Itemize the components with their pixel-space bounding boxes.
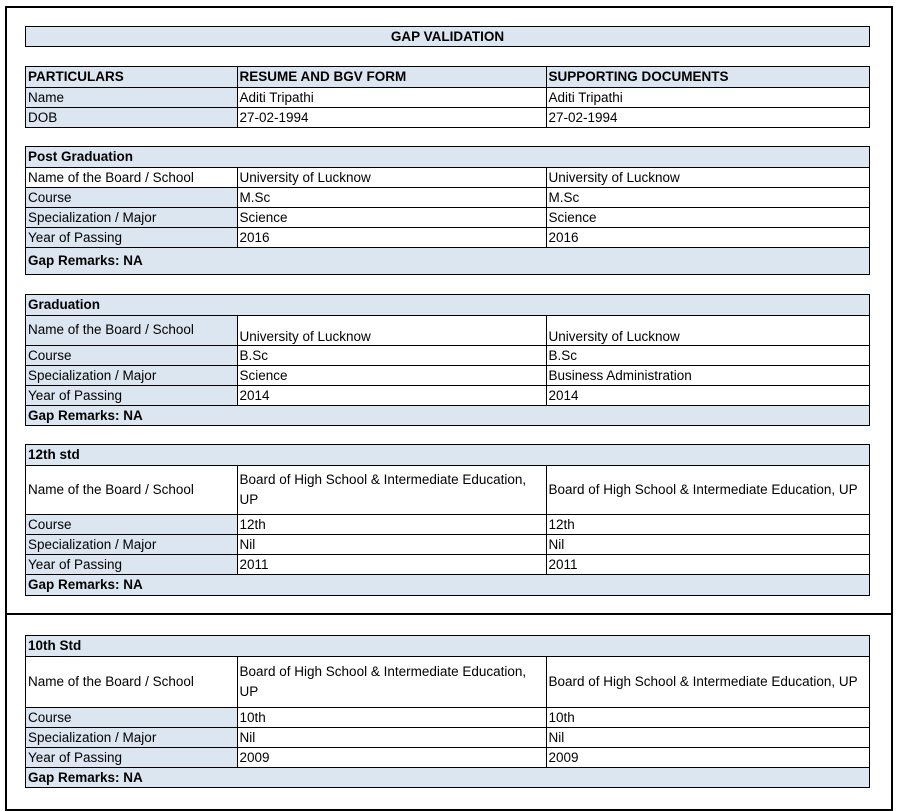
row-label: Name of the Board / School: [26, 315, 237, 345]
resume-value: M.Sc: [237, 187, 546, 207]
resume-value: University of Lucknow: [237, 315, 546, 345]
row-label: Year of Passing: [26, 385, 237, 405]
table-row: [26, 385, 869, 405]
table-row: [26, 107, 869, 127]
docs-value: 2016: [546, 227, 869, 247]
gap-remarks: Gap Remarks: NA: [26, 574, 869, 595]
table-row: [26, 747, 869, 767]
resume-value: Nil: [237, 727, 546, 747]
resume-value: Nil: [237, 534, 546, 554]
resume-value: Science: [237, 207, 546, 227]
resume-value: University of Lucknow: [237, 167, 546, 187]
section-graduation: [25, 294, 870, 426]
resume-value: 12th: [237, 514, 546, 534]
table-row: [26, 707, 869, 727]
resume-value: B.Sc: [237, 345, 546, 365]
section-12th-std: [25, 444, 870, 596]
docs-value: 2011: [546, 554, 869, 574]
row-label: Course: [26, 707, 237, 727]
row-label: Specialization / Major: [26, 365, 237, 385]
row-label: Year of Passing: [26, 747, 237, 767]
header-row: [26, 67, 869, 87]
gap-remarks: Gap Remarks: NA: [26, 247, 869, 274]
section-10th-std: [25, 635, 870, 788]
page-title: GAP VALIDATION: [26, 27, 869, 46]
row-label: Specialization / Major: [26, 207, 237, 227]
docs-value: 2009: [546, 747, 869, 767]
docs-value: Board of High School & Intermediate Education, UP: [546, 656, 869, 707]
table-row: [26, 315, 869, 345]
table-row: [26, 514, 869, 534]
table-row: [26, 87, 869, 107]
docs-value: 27-02-1994: [546, 107, 869, 127]
table-row: [26, 365, 869, 385]
title-block: [25, 26, 870, 47]
row-label: Name of the Board / School: [26, 167, 237, 187]
particulars-table: [25, 66, 870, 128]
row-label: Name of the Board / School: [26, 465, 237, 514]
row-label: DOB: [26, 107, 237, 127]
table-row: [26, 727, 869, 747]
section-title: Graduation: [26, 295, 869, 315]
row-label: Course: [26, 514, 237, 534]
row-label: Year of Passing: [26, 227, 237, 247]
resume-value: 2011: [237, 554, 546, 574]
resume-value: 10th: [237, 707, 546, 727]
section-title: 12th std: [26, 445, 869, 465]
resume-value: Board of High School & Intermediate Education, UP: [237, 465, 546, 514]
docs-value: University of Lucknow: [546, 167, 869, 187]
table-row: [26, 656, 869, 707]
row-label: Specialization / Major: [26, 727, 237, 747]
docs-value: Nil: [546, 534, 869, 554]
table-row: [26, 167, 869, 187]
col-header-documents: SUPPORTING DOCUMENTS: [546, 67, 869, 87]
row-label: Specialization / Major: [26, 534, 237, 554]
row-label: Course: [26, 187, 237, 207]
table-row: [26, 187, 869, 207]
resume-value: 2009: [237, 747, 546, 767]
col-header-resume: RESUME AND BGV FORM: [237, 67, 546, 87]
table-row: [26, 207, 869, 227]
resume-value: 27-02-1994: [237, 107, 546, 127]
section-post-graduation: [25, 146, 870, 275]
row-label: Name of the Board / School: [26, 656, 237, 707]
docs-value: Board of High School & Intermediate Education, UP: [546, 465, 869, 514]
docs-value: Science: [546, 207, 869, 227]
table-row: [26, 465, 869, 514]
table-row: [26, 345, 869, 365]
row-label: Course: [26, 345, 237, 365]
row-label: Year of Passing: [26, 554, 237, 574]
docs-value: Aditi Tripathi: [546, 87, 869, 107]
resume-value: 2014: [237, 385, 546, 405]
resume-value: Board of High School & Intermediate Education, UP: [237, 656, 546, 707]
table-row: [26, 227, 869, 247]
resume-value: 2016: [237, 227, 546, 247]
table-row: [26, 554, 869, 574]
docs-value: Nil: [546, 727, 869, 747]
docs-value: B.Sc: [546, 345, 869, 365]
gap-remarks: Gap Remarks: NA: [26, 405, 869, 425]
docs-value: Business Administration: [546, 365, 869, 385]
docs-value: M.Sc: [546, 187, 869, 207]
section-title: 10th Std: [26, 636, 869, 656]
docs-value: 2014: [546, 385, 869, 405]
docs-value: 10th: [546, 707, 869, 727]
docs-value: 12th: [546, 514, 869, 534]
col-header-particulars: PARTICULARS: [26, 67, 237, 87]
section-title: Post Graduation: [26, 147, 869, 167]
gap-remarks: Gap Remarks: NA: [26, 767, 869, 787]
docs-value: University of Lucknow: [546, 315, 869, 345]
resume-value: Aditi Tripathi: [237, 87, 546, 107]
row-label: Name: [26, 87, 237, 107]
resume-value: Science: [237, 365, 546, 385]
table-row: [26, 534, 869, 554]
